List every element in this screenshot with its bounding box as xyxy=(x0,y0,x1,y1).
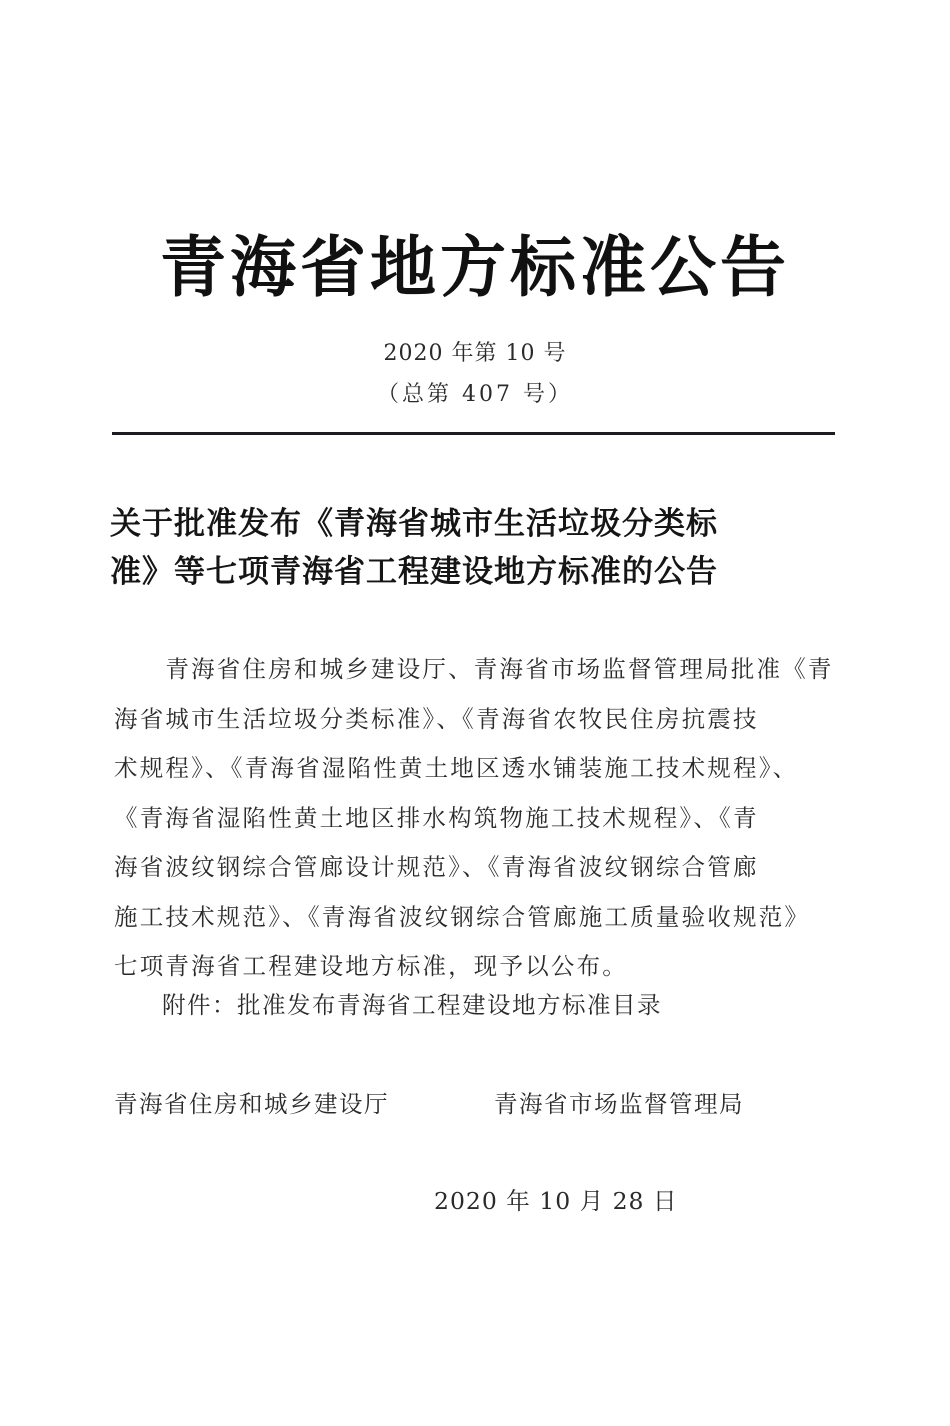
issue-total-number: （总第 407 号） xyxy=(377,382,573,407)
body-line: 青海省住房和城乡建设厅、青海省市场监督管理局批准《青 xyxy=(114,655,834,683)
issue-number: 2020 年第 10 号 xyxy=(383,341,567,366)
page-title: 青海省地方标准公告 xyxy=(160,229,790,306)
document-title xyxy=(110,500,840,596)
body-line: 七项青海省工程建设地方标准，现予以公布。 xyxy=(114,952,628,980)
body-line: 施工技术规范》、《青海省波纹钢综合管廊施工质量验收规范》 xyxy=(114,902,811,931)
body-line: 《青海省湿陷性黄土地区排水构筑物施工技术规程》、《青 xyxy=(114,803,759,832)
issue-date: 2020 年 10 月 28 日 xyxy=(434,1187,678,1215)
body-line: 术规程》、《青海省湿陷性黄土地区透水铺装施工技术规程》、 xyxy=(114,754,799,782)
signatory-housing-department: 青海省住房和城乡建设厅 xyxy=(114,1090,389,1118)
document-title-line: 关于批准发布《青海省城市生活垃圾分类标 xyxy=(110,506,718,542)
body-line: 海省波纹钢综合管廊设计规范》、《青海省波纹钢综合管廊 xyxy=(114,853,759,881)
attachment-note: 附件：批准发布青海省工程建设地方标准目录 xyxy=(162,991,662,1019)
header-divider xyxy=(112,432,835,435)
signatory-market-supervision: 青海省市场监督管理局 xyxy=(494,1090,744,1118)
document-title-line: 准》等七项青海省工程建设地方标准的公告 xyxy=(110,554,718,590)
document-body xyxy=(114,645,844,992)
body-line: 海省城市生活垃圾分类标准》、《青海省农牧民住房抗震技 xyxy=(114,704,759,733)
